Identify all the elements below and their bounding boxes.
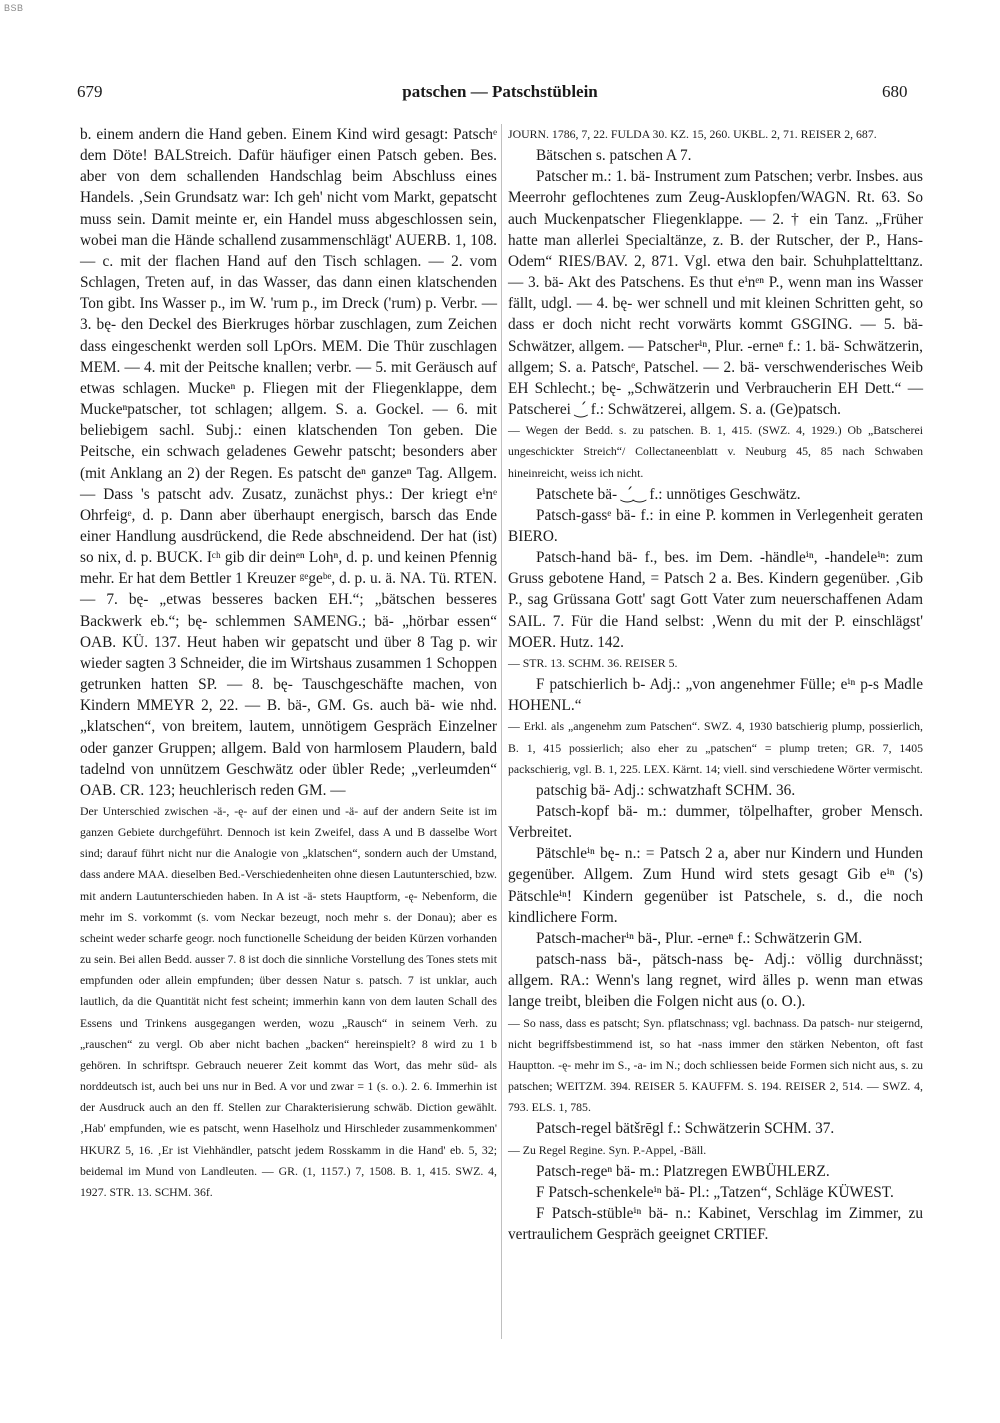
entry-paetschlein: Pätschleⁱⁿ bę- n.: = Patsch 2 a, aber nur Kindern und Hunden gegenüber. Allgem. Zum Hund wird stets gesagt Gib eⁱⁿ ('s) Pätschleⁱⁿ! Kindern gegenüber ist Patschele, s. d., die noch kindlichere Form. (508, 845, 923, 926)
entry-patscher-note: — Wegen der Bedd. s. zu patschen. B. 1, 415. (SWZ. 4, 1929.) Ob „Batscherei ungeschickter Streich“/ Collectaneenblatt v. Neuburg 45, 85 nach Schwaben hineinreicht, weiss ich nicht. (508, 423, 923, 480)
entry-patsch-regel: Patsch-regel bätšrēgl f.: Schwätzerin SCHM. 37. (536, 1120, 835, 1138)
entry-patschierlich: F patschierlich b- Adj.: „von angenehmer Fülle; eⁱⁿ p-s Madle HOHENL.“ (508, 676, 923, 715)
entry-patschen-continued: b. einem andern die Hand geben. Einem Kind wird gesagt: Patschᵉ dem Döte! BALStreich. Dafür häufiger einen Patsch geben. Bes. aber von dem schallenden Handschlag beim Abschluss eines Handels. ‚Sein Grundsatz war: Ich geh' nicht vom Markt, gepatscht muss sein. Damit meinte er, ein Handel muss abgeschlossen sein, wobei man die Hände schallend zusammenschlägt' AUERB. 1, 108. — c. mit der flachen Hand auf den Tisch schlagen. — 2. vom Schlagen, Treten auf, in das Wasser, das dann einen klatschenden Ton gibt. Ins Wasser p., im W. 'rum p., im Dreck ('rum) p. Verbr. — 3. bę- den Deckel des Bierkruges hörbar zuschlagen, zum Zeichen dass eingeschenkt werden soll LpOrs. MEM. Die Thür zuschlagen MEM. — 4. mit der Peitsche knallen; verbr. — 5. mit Geräusch auf etwas schlagen. Muckeⁿ p. Fliegen mit der Fliegenklappe, dem Muckeⁿpatscher, tot schlagen; allgem. S. a. Gockel. — 6. mit beliebigem sachl. Subj.: einen klatschenden Ton geben. Die Peitsche, ein schwach geladenes Gewehr patscht; besonders aber (mit Anklang an 2) der Regen. Es patscht deⁿ ganzeⁿ Tag. Allgem. — Dass 's patscht adv. Zusatz, zunächst phys.: Der kriegt eⁱnᵉ Ohrfeigᵉ, d. p. Dann aber überhaupt energisch, barsch das Ende einer Handlung ausdrückend, die Rede abschneidend. Der hat (ist) so nix, d. p. BUCK. Iᶜʰ gib dir deinᵉⁿ Lohⁿ, d. p. und keinen Pfennig mehr. Er hat dem Bettler 1 Kreuzer ᵍᵉgeᵇᵉ, d. p. u. ä. NA. Tü. RTEN. — 7. bę- „etwas besseres backen EH.“; „bätschen besseres Backwerk eb.“; bę- schlemmen SAMENG.; bä- „hörbar essen“ OAB. KÜ. 137. Heut haben wir gepatscht und über 8 Tag p. wir wieder sagten 3 Schneider, die im Wirtshaus zusammen 1 Schoppen getrunken hatten SP. — 8. bę- Tauschgeschäfte machen, von Kindern MMEYR 2, 22. — B. bä-, GM. Gs. auch bä- wie nhd. „klatschen“, von breitem, lautem, unnötigem Gespräch Einzelner oder ganzer Gruppen; allgem. Bald von harmlosem Plaudern, bald tadelnd von unnützem Geschwätz oder übler Rede; „verleumden“ OAB. CR. 123; heuchlerisch reden GM. — (80, 126, 497, 799)
right-column (508, 124, 923, 1245)
entry-patsch-stueblein: F Patsch-stübleⁱⁿ bä- n.: Kabinet, Verschlag im Zimmer, zu vertraulichem Gespräch geeignet CRTIEF. (508, 1204, 923, 1244)
entry-patsch-gasse: Patsch-gassᵉ bä- f.: in eine P. kommen in Verlegenheit geraten BIERO. (508, 506, 923, 545)
page-number-left: 679 (77, 82, 103, 101)
entry-patsch-hand: Patsch-hand bä- f., bes. im Dem. -händleⁱⁿ, -handeleⁱⁿ: zum Gruss gebotene Hand, = Patsch 2 a. Bes. Kindern gegenüber. ‚Gib P., sag Grüssana Gott' sagt Gott Vater zum neuerschaffenen Adam SAIL. 7. Für die Hand selbst: ‚Wenn du mit der P. einschlägst' MOER. Hutz. 142. (508, 549, 923, 651)
entry-patsch-regel-note: — Zu Regel Regine. Syn. P.-Appel, -Bäll. (508, 1142, 707, 1157)
entry-patsch-hand-note: — STR. 13. SCHM. 36. REISER 5. (508, 655, 678, 670)
entry-patsch-nass-note: — So nass, dass es patscht; Syn. pflatschnass; vgl. bachnass. Da patsch- nur steigernd, nicht begriffsbestimmend ist, so hat -nass immer den stärken Nebenton, oft fast Hauptton. -ę- mehr im S., -a- im N.; doch schliessen beide Formen sich nicht aus, s. zu patschen; WEITZM. 394. REISER 5. KAUFFM. S. 194. REISER 2, 514. — SWZ. 4, 793. ELS. 1, 785. (508, 1015, 923, 1115)
entry-baetschen: Bätschen s. patschen A 7. (536, 147, 692, 165)
entry-patscher: Patscher m.: 1. bä- Instrument zum Patschen; verbr. Insbes. aus Meerrohr geflochtenes zum Zeug-Ausklopfen/WAGN. Rt. 63. So auch Muckenpatscher Fliegenklappe. — 2. † ein Tanz. „Früher hatte man allerlei Specialtänze, z. B. der Rutscher, der P., Hans-Odem“ RIES/BAV. 2, 871. Vgl. etwa den bair. Schuhplattelttanz. — 3. bä- Akt des Patschens. Es thut eⁱnᵉⁿ P., wenn man ins Wasser fällt, udgl. — 4. bę- wer schnell und mit kleinen Schritten geht, so dass er doch nicht recht vorwärts kommt GSGING. — 5. bä- Schwätzer, allgem. — Patscherⁱⁿ, Plur. -erneⁿ f.: 1. bä- Schwätzerin, allgem; S. a. Patschᵉ, Patschel. — 2. bä- verschwenderisches Weib EH Schlecht.; bę- „Schwätzerin und Verbraucherin EH Dett.“ — Patscherei ‿́ f.: Schwätzerei, allgem. S. a. (Ge)patsch. (508, 168, 924, 419)
entry-patschete: Patschete bä- ‿́‿ f.: unnötiges Geschwätz. (536, 485, 801, 503)
entry-patsch-macherin: Patsch-macherⁱⁿ bä-, Plur. -erneⁿ f.: Schwätzerin GM. (536, 929, 863, 947)
entry-patschen-note: Der Unterschied zwischen -ä-, -ę- auf der einen und -ä- auf der andern Seite ist im ganzen Gebiete durchgeführt. Dennoch ist kein Zweifel, dass A und B dasselbe Wort sind; darauf führt nicht nur die Analogie von „klatschen“, sondern auch der Umstand, dass andere MAA. dieselben Bed.-Verschiedenheiten ohne diesen Lautunterschied, bzw. mit andern Lautunterschieden haben. In A ist -ä- stets Hauptform, -ę- Nebenform, die mehr im S. vorkommt (s. vom Neckar bezeugt, noch mehr s. der Donau); aber es scheint weder scharfe geogr. noch functionelle Scheidung der beiden Kürzen vorhanden zu sein. Bei allen Bedd. ausser 7. 8 ist doch die sinnliche Vorstellung des Tones stets mit empfunden oder allein empfunden; über dessen Natur s. patsch. 7 ist unklar, auch lautlich, da die Quantität nicht fest scheint; immerhin kann von dem lauten Schall des Essens und Trinkens ausgegangen werden, wozu „Rausch“ in seinem Verh. zu „rauschen“ zu vergl. Ob aber nicht bachen „backen“ hereinspielt? 8 wird zu 1 b gehören. In schriftspr. Gebrauch neuerer Zeit kommt das Wort, das mehr süd- als norddeutsch ist, auch bei uns nur in Bed. A vor und zwar = 1 (s. o.). 2. 6. Immerhin ist der Ausdruck auch an den ff. Stellen zur Charakterisierung schwäb. Diction gewählt. ‚Hab' empfunden, wie es patscht, wenn Haselholz und Hirschleder zusammenkommen' HKURZ 5, 16. ‚Er ist Viehhändler, patscht jedem Rosskamm in die Hand' eb. 5, 32; beidemal im Mund von Landleuten. — GR. (1, 1157.) 7, 1508. B. 1, 415. SWZ. 4, 1927. STR. 13. SCHM. 36f. (80, 804, 497, 1199)
entry-patsch-schenkelein: F Patsch-schenkeleⁱⁿ bä- Pl.: „Tatzen“, Schläge KÜWEST. (536, 1183, 894, 1201)
entry-patschig: patschig bä- Adj.: schwatzhaft SCHM. 36. (536, 781, 796, 799)
entry-patschierlich-note: — Erkl. als „angenehm zum Patschen“. SWZ. 4, 1930 batschierig plump, possierlich, B. 1, 415 possierlich; also eher zu „patschen“ = plump treten; GR. 7, 1405 packschierig, vgl. B. 1, 225. LEX. Kärnt. 14; viell. sind verschiedene Wörter vermischt. (508, 719, 923, 776)
page-number-right: 680 (882, 82, 908, 101)
column-divider (501, 124, 502, 1339)
left-column (80, 124, 497, 1203)
entry-patsch-kopf: Patsch-kopf bä- m.: dummer, tölpelhafter, grober Mensch. Verbreitet. (508, 803, 923, 842)
running-title: patschen — Patschstüblein (402, 82, 598, 101)
entry-patsch-regen: Patsch-regeⁿ bä- m.: Platzregen EWBÜHLERZ. (536, 1162, 830, 1180)
entry-patsch-nass: patsch-nass bä-, pätsch-nass bę- Adj.: völlig durchnässt; allgem. RA.: Wenn's lang regnet, wird älles p. wenn man etwas lange treibt, bleiben die Folgen nicht aus (o. O.). (508, 951, 923, 1011)
library-watermark: BSB (4, 3, 24, 13)
entry-references: JOURN. 1786, 7, 22. FULDA 30. KZ. 15, 260. UKBL. 2, 71. REISER 2, 687. (508, 127, 877, 141)
